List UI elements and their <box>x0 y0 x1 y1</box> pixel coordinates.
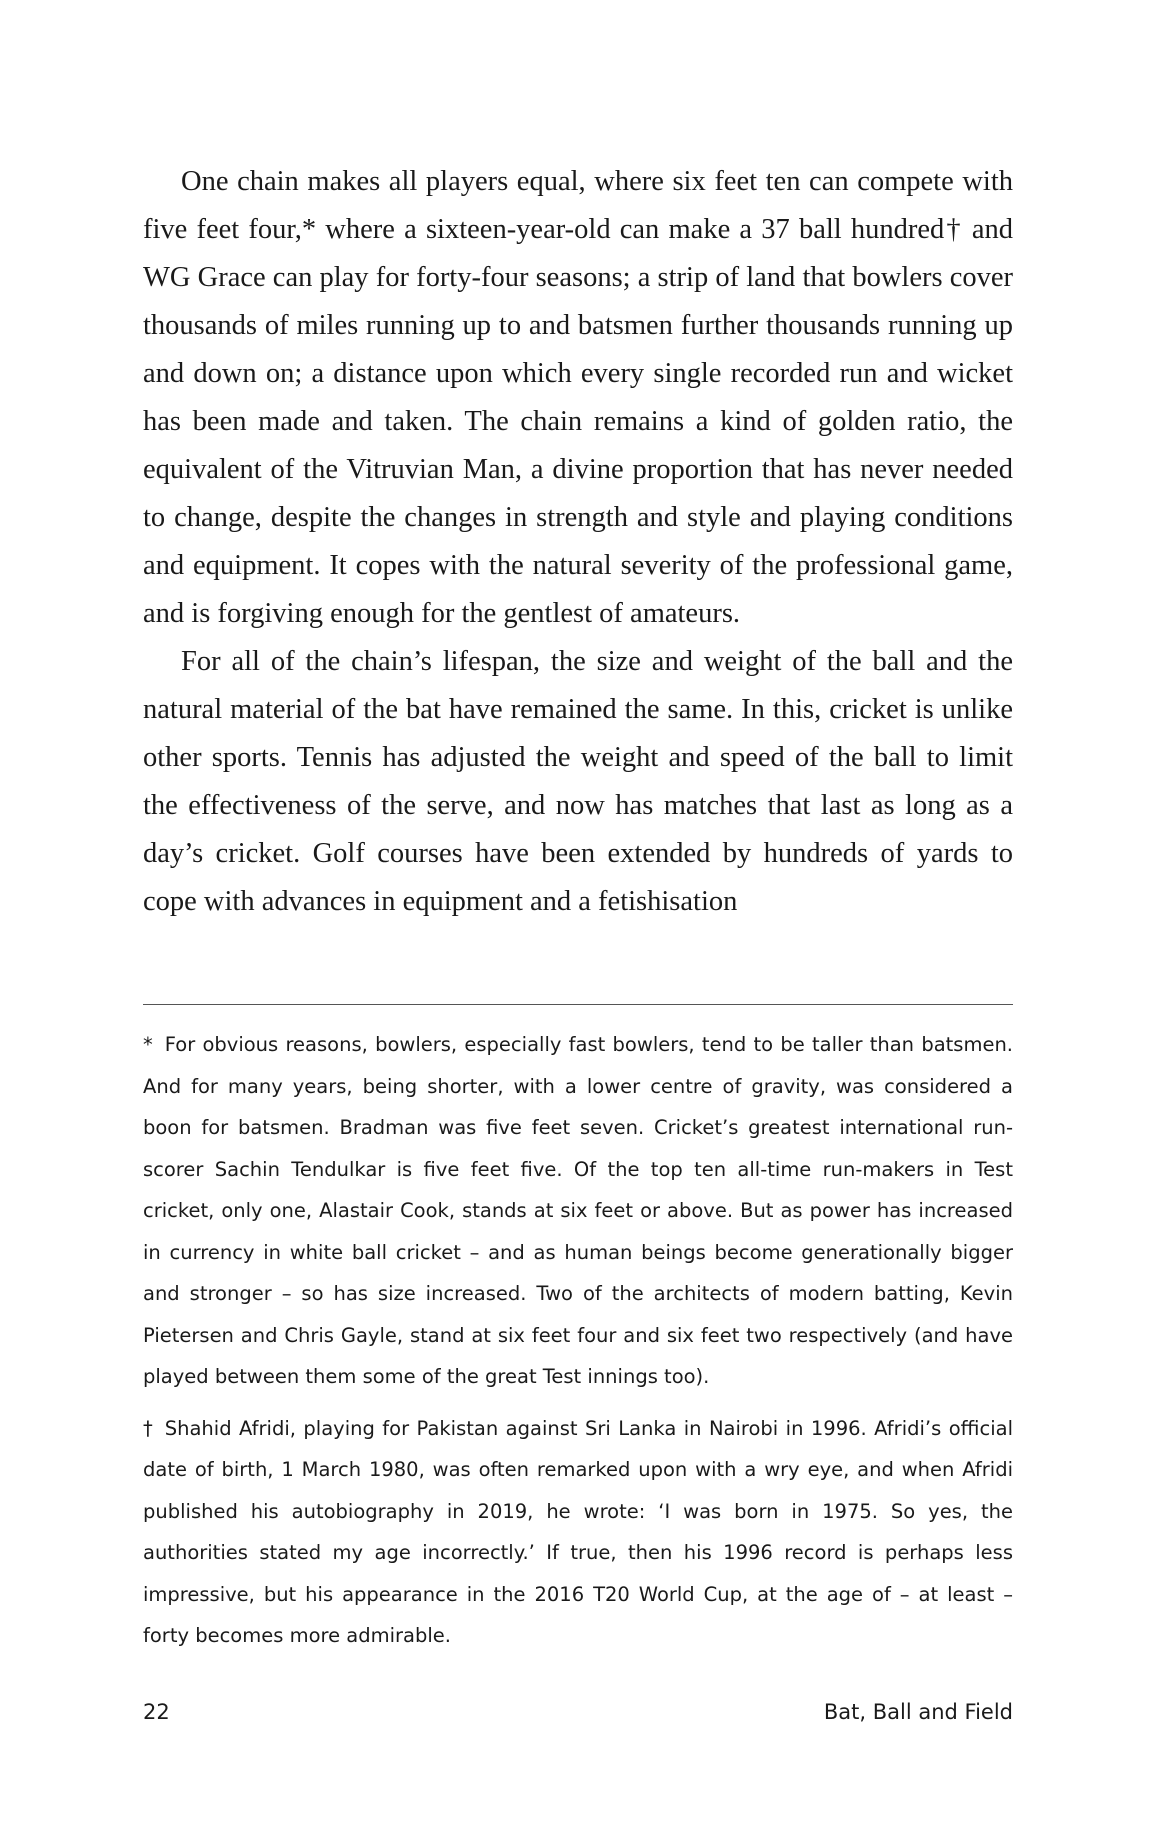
running-title: Bat, Ball and Field <box>823 1700 1013 1724</box>
page-number: 22 <box>143 1700 170 1724</box>
footnote-dagger <box>143 1408 1013 1657</box>
paragraph-1: One chain makes all players equal, where six feet ten can compete with five feet four,* where a sixteen-year-old can make a 37 ball hundred† and WG Grace can play for forty-four seasons; a strip of land that bowlers cover thousands of miles running up to and batsmen further thousands running up and down on; a distance upon which every single recorded run and wicket has been made and taken. The chain remains a kind of golden ratio, the equivalent of the Vitruvian Man, a divine proportion that has never needed to change, despite the changes in strength and style and playing conditions and equipment. It copes with the natural severity of the professional game, and is forgiving enough for the gentlest of amateurs. <box>143 166 1013 629</box>
footnote-divider <box>143 1004 1013 1005</box>
footnote-mark: † <box>143 1416 153 1440</box>
footnotes <box>143 1024 1013 1667</box>
paragraph-2: For all of the chain’s lifespan, the size and weight of the ball and the natural material of the bat have remained the same. In this, cricket is unlike other sports. Tennis has adjusted the weight and speed of the ball to limit the effectiveness of the serve, and now has matches that last as long as a day’s cricket. Golf courses have been extended by hundreds of yards to cope with advances in equipment and a fetishisation <box>143 646 1013 917</box>
footnote-text: Shahid Afridi, playing for Pakistan against Sri Lanka in Nairobi in 1996. Afridi’s official date of birth, 1 March 1980, was often remarked upon with a wry eye, and when Afridi published his autobiography in 2019, he wrote: ‘I was born in 1975. So yes, the authorities stated my age incorrectly.’ If true, then his 1996 record is perhaps less impressive, but his appearance in the 2016 T20 World Cup, at the age of – at least – forty becomes more admirable. <box>143 1416 1013 1647</box>
footnote-text: For obvious reasons, bowlers, especially fast bowlers, tend to be taller than batsmen. And for many years, being shorter, with a lower centre of gravity, was considered a boon for batsmen. Bradman was five feet seven. Cricket’s greatest international run-scorer Sachin Tendulkar is five feet five. Of the top ten all-time run-makers in Test cricket, only one, Alastair Cook, stands at six feet or above. But as power has increased in currency in white ball cricket – and as human beings become generationally bigger and stronger – so has size increased. Two of the architects of modern batting, Kevin Pietersen and Chris Gayle, stand at six feet four and six feet two respectively (and have played between them some of the great Test innings too). <box>143 1033 1013 1388</box>
footnote-asterisk <box>143 1024 1013 1398</box>
footnote-mark: * <box>143 1033 153 1056</box>
page-footer <box>143 1700 1013 1730</box>
main-text <box>143 158 1013 926</box>
